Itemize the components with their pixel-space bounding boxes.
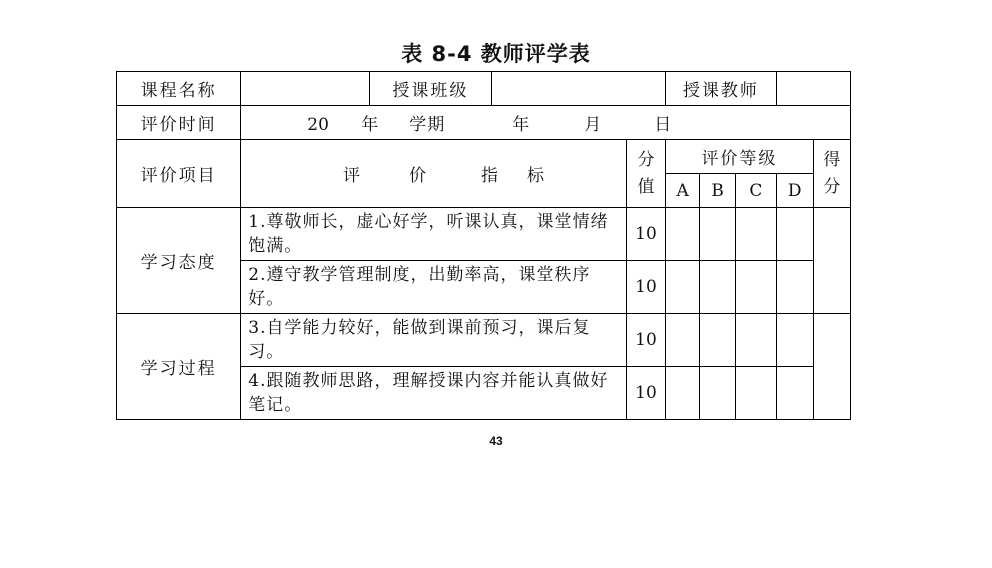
grade-b-cell-4[interactable]	[700, 367, 736, 420]
criterion-4: 4.跟随教师思路，理解授课内容并能认真做好笔记。	[241, 367, 627, 420]
got-header-char-1: 得	[823, 149, 841, 170]
grade-c-cell-3[interactable]	[736, 314, 776, 367]
grade-b-cell-3[interactable]	[700, 314, 736, 367]
grade-d-cell-3[interactable]	[776, 314, 813, 367]
class-label: 授课班级	[369, 72, 491, 106]
table-row	[117, 314, 851, 367]
indicator-header	[241, 140, 627, 208]
score-header-char-2: 值	[637, 176, 655, 197]
eval-item-header: 评价项目	[117, 140, 241, 208]
criterion-3: 3.自学能力较好，能做到课前预习，课后复习。	[241, 314, 627, 367]
grade-header: 评价等级	[666, 140, 814, 174]
grade-b-cell-1[interactable]	[700, 208, 736, 261]
grade-d-cell-4[interactable]	[776, 367, 813, 420]
grade-c-cell-1[interactable]	[736, 208, 776, 261]
page-number: 43	[489, 434, 503, 448]
grade-a-cell-1[interactable]	[666, 208, 700, 261]
got-header-char-2: 分	[823, 176, 841, 197]
got-score-cell-group-2[interactable]	[813, 314, 850, 420]
date-month-label: 月	[584, 115, 602, 135]
group-learning-attitude: 学习态度	[117, 208, 241, 314]
course-name-label: 课程名称	[117, 72, 241, 106]
indicator-char-2: 价	[409, 166, 427, 186]
class-field[interactable]	[491, 72, 665, 106]
got-score-cell-group-1[interactable]	[813, 208, 850, 314]
eval-time-field[interactable]	[241, 106, 851, 140]
grade-a-cell-2[interactable]	[666, 261, 700, 314]
date-term-label: 学期	[409, 115, 446, 135]
teacher-field[interactable]	[776, 72, 850, 106]
date-day-label: 日	[654, 115, 672, 135]
teacher-label: 授课教师	[666, 72, 776, 106]
score-value-3: 10	[626, 314, 665, 367]
date-century: 20	[307, 115, 329, 135]
grade-a-header: A	[666, 174, 700, 208]
eval-time-label: 评价时间	[117, 106, 241, 140]
got-score-header	[813, 140, 850, 208]
header-info-row	[117, 72, 851, 106]
group-learning-process: 学习过程	[117, 314, 241, 420]
course-name-field[interactable]	[241, 72, 370, 106]
grade-b-header: B	[700, 174, 736, 208]
grade-d-cell-2[interactable]	[776, 261, 813, 314]
column-header-row	[117, 140, 851, 174]
grade-d-header: D	[776, 174, 813, 208]
grade-c-cell-4[interactable]	[736, 367, 776, 420]
teacher-evaluation-table	[116, 71, 851, 420]
grade-c-header: C	[736, 174, 776, 208]
score-header-char-1: 分	[637, 149, 655, 170]
grade-b-cell-2[interactable]	[700, 261, 736, 314]
criterion-1: 1.尊敬师长，虚心好学，听课认真，课堂情绪饱满。	[241, 208, 627, 261]
indicator-char-4: 标	[527, 166, 545, 186]
date-year2-label: 年	[512, 115, 530, 135]
grade-a-cell-3[interactable]	[666, 314, 700, 367]
indicator-char-1: 评	[343, 166, 361, 186]
eval-time-row	[117, 106, 851, 140]
date-year-label: 年	[361, 115, 379, 135]
criterion-2: 2.遵守教学管理制度，出勤率高，课堂秩序好。	[241, 261, 627, 314]
score-value-header	[626, 140, 665, 208]
indicator-char-3: 指	[481, 166, 499, 186]
table-title: 表 8-4 教师评学表	[401, 42, 591, 66]
score-value-2: 10	[626, 261, 665, 314]
grade-c-cell-2[interactable]	[736, 261, 776, 314]
grade-d-cell-1[interactable]	[776, 208, 813, 261]
score-value-4: 10	[626, 367, 665, 420]
grade-a-cell-4[interactable]	[666, 367, 700, 420]
score-value-1: 10	[626, 208, 665, 261]
table-row	[117, 208, 851, 261]
